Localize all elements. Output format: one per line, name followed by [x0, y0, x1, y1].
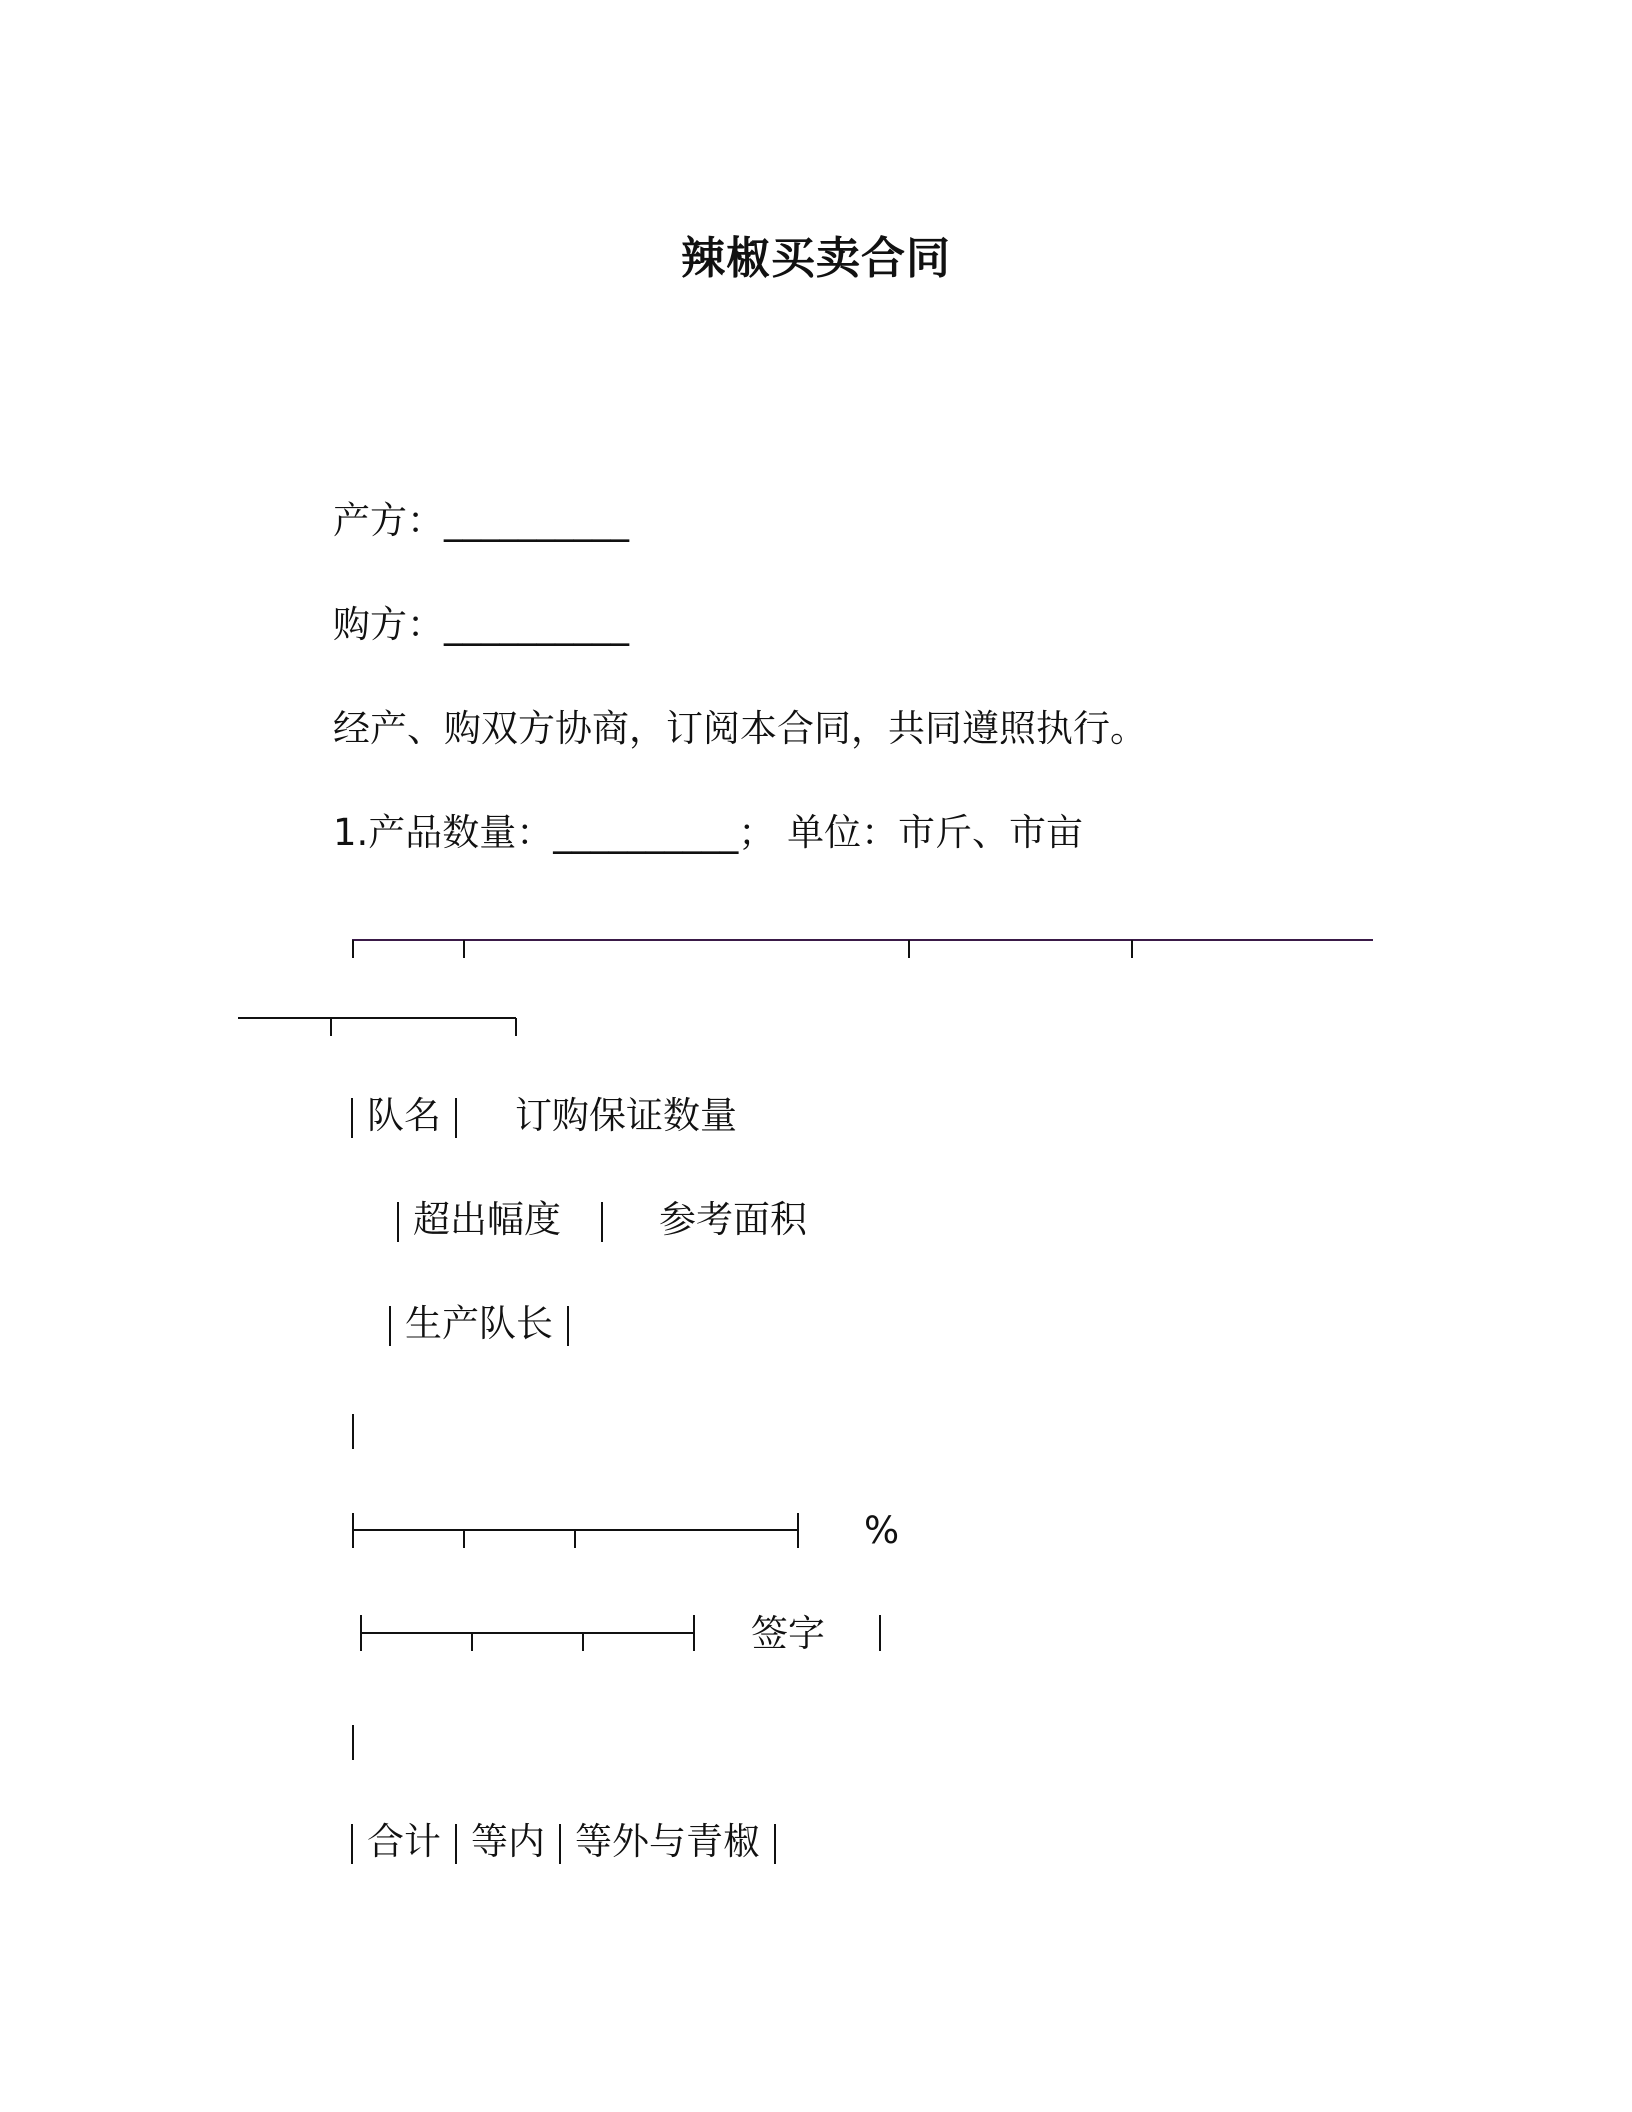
- table-row-header-3: [389, 1302, 583, 1346]
- cell-separator: [567, 1306, 569, 1346]
- cell-separator: [774, 1824, 776, 1864]
- cell-reference-area: 参考面积: [659, 1198, 807, 1241]
- cell-excess-range: 超出幅度: [413, 1198, 561, 1241]
- table-row-totals: [351, 1820, 790, 1864]
- cell-grade-out-green: 等外与青椒: [575, 1820, 760, 1863]
- cell-separator: [351, 1824, 353, 1864]
- cell-separator: [397, 1202, 399, 1242]
- cell-separator: [455, 1824, 457, 1864]
- cell-separator: [601, 1202, 603, 1242]
- document-title: 辣椒买卖合同: [681, 233, 951, 284]
- cell-grade-in: 等内: [471, 1820, 545, 1863]
- percent-symbol: %: [864, 1509, 900, 1552]
- cell-production-captain: 生产队长: [405, 1302, 553, 1345]
- cell-separator: [559, 1824, 561, 1864]
- clause-product-quantity: 1.产品数量：__________； 单位：市斤、市亩: [333, 811, 1084, 854]
- cell-separator: [389, 1306, 391, 1346]
- intro-paragraph: 经产、购双方协商，订阅本合同，共同遵照执行。: [333, 707, 1147, 750]
- cell-team-name: 队名: [367, 1094, 441, 1137]
- cell-separator: [351, 1098, 353, 1138]
- buyer-line: 购方：__________: [333, 603, 629, 646]
- signature-label: 签字: [751, 1612, 825, 1655]
- table-row-header-1: [351, 1094, 737, 1138]
- seller-line: 产方：__________: [333, 499, 629, 542]
- cell-guaranteed-quantity: 订购保证数量: [515, 1094, 737, 1137]
- cell-separator: [455, 1098, 457, 1138]
- table-row-header-2: [397, 1198, 807, 1242]
- cell-total: 合计: [367, 1820, 441, 1863]
